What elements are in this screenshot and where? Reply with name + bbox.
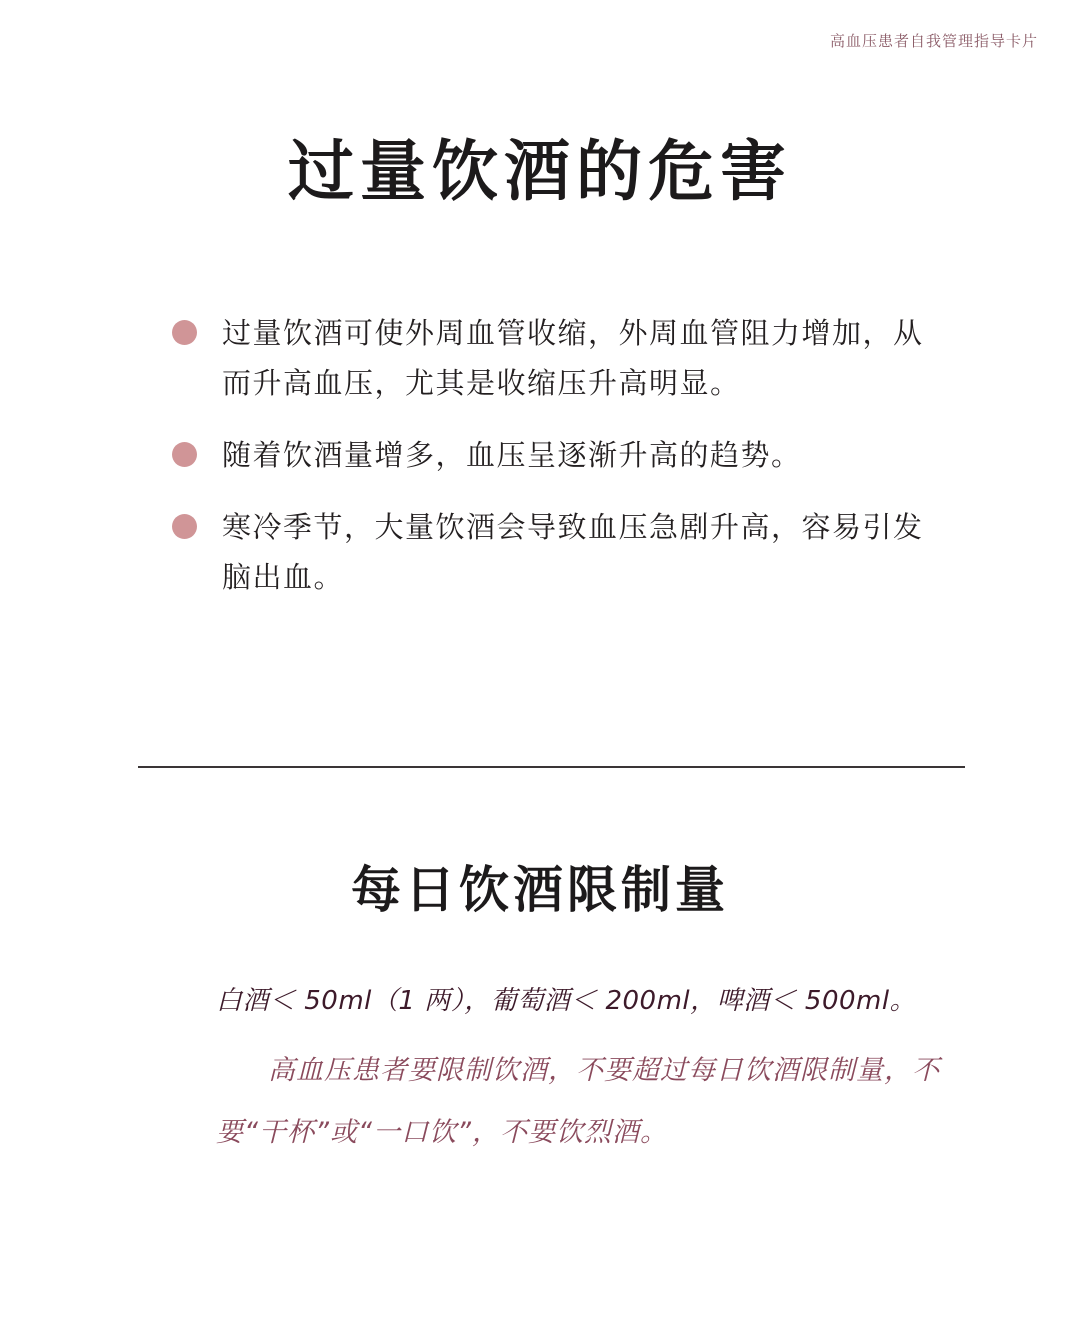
bullet-dot-icon bbox=[172, 320, 197, 345]
list-item-text: 过量饮酒可使外周血管收缩，外周血管阻力增加，从而升高血压，尤其是收缩压升高明显。 bbox=[222, 316, 924, 400]
list-item bbox=[170, 502, 930, 602]
list-item bbox=[170, 430, 930, 480]
daily-limit-amounts: 白酒＜ 50ml（1 两），葡萄酒＜ 200ml，啤酒＜ 500ml。 bbox=[216, 986, 917, 1016]
header-caption: 高血压患者自我管理指导卡片 bbox=[829, 32, 1038, 50]
bullet-dot-icon bbox=[172, 514, 197, 539]
advice-paragraph: 高血压患者要限制饮酒，不要超过每日饮酒限制量，不要“干杯”或“一口饮”，不要饮烈酒。 bbox=[216, 1055, 940, 1148]
page-title: 过量饮酒的危害 bbox=[288, 133, 792, 210]
list-item-text: 寒冷季节，大量饮酒会导致血压急剧升高，容易引发脑出血。 bbox=[222, 510, 924, 594]
section-title: 每日饮酒限制量 bbox=[351, 861, 729, 919]
section-divider bbox=[138, 766, 965, 768]
hazard-list bbox=[170, 308, 930, 624]
bullet-dot-icon bbox=[172, 442, 197, 467]
list-item-text: 随着饮酒量增多，血压呈逐渐升高的趋势。 bbox=[222, 438, 802, 472]
list-item bbox=[170, 308, 930, 408]
